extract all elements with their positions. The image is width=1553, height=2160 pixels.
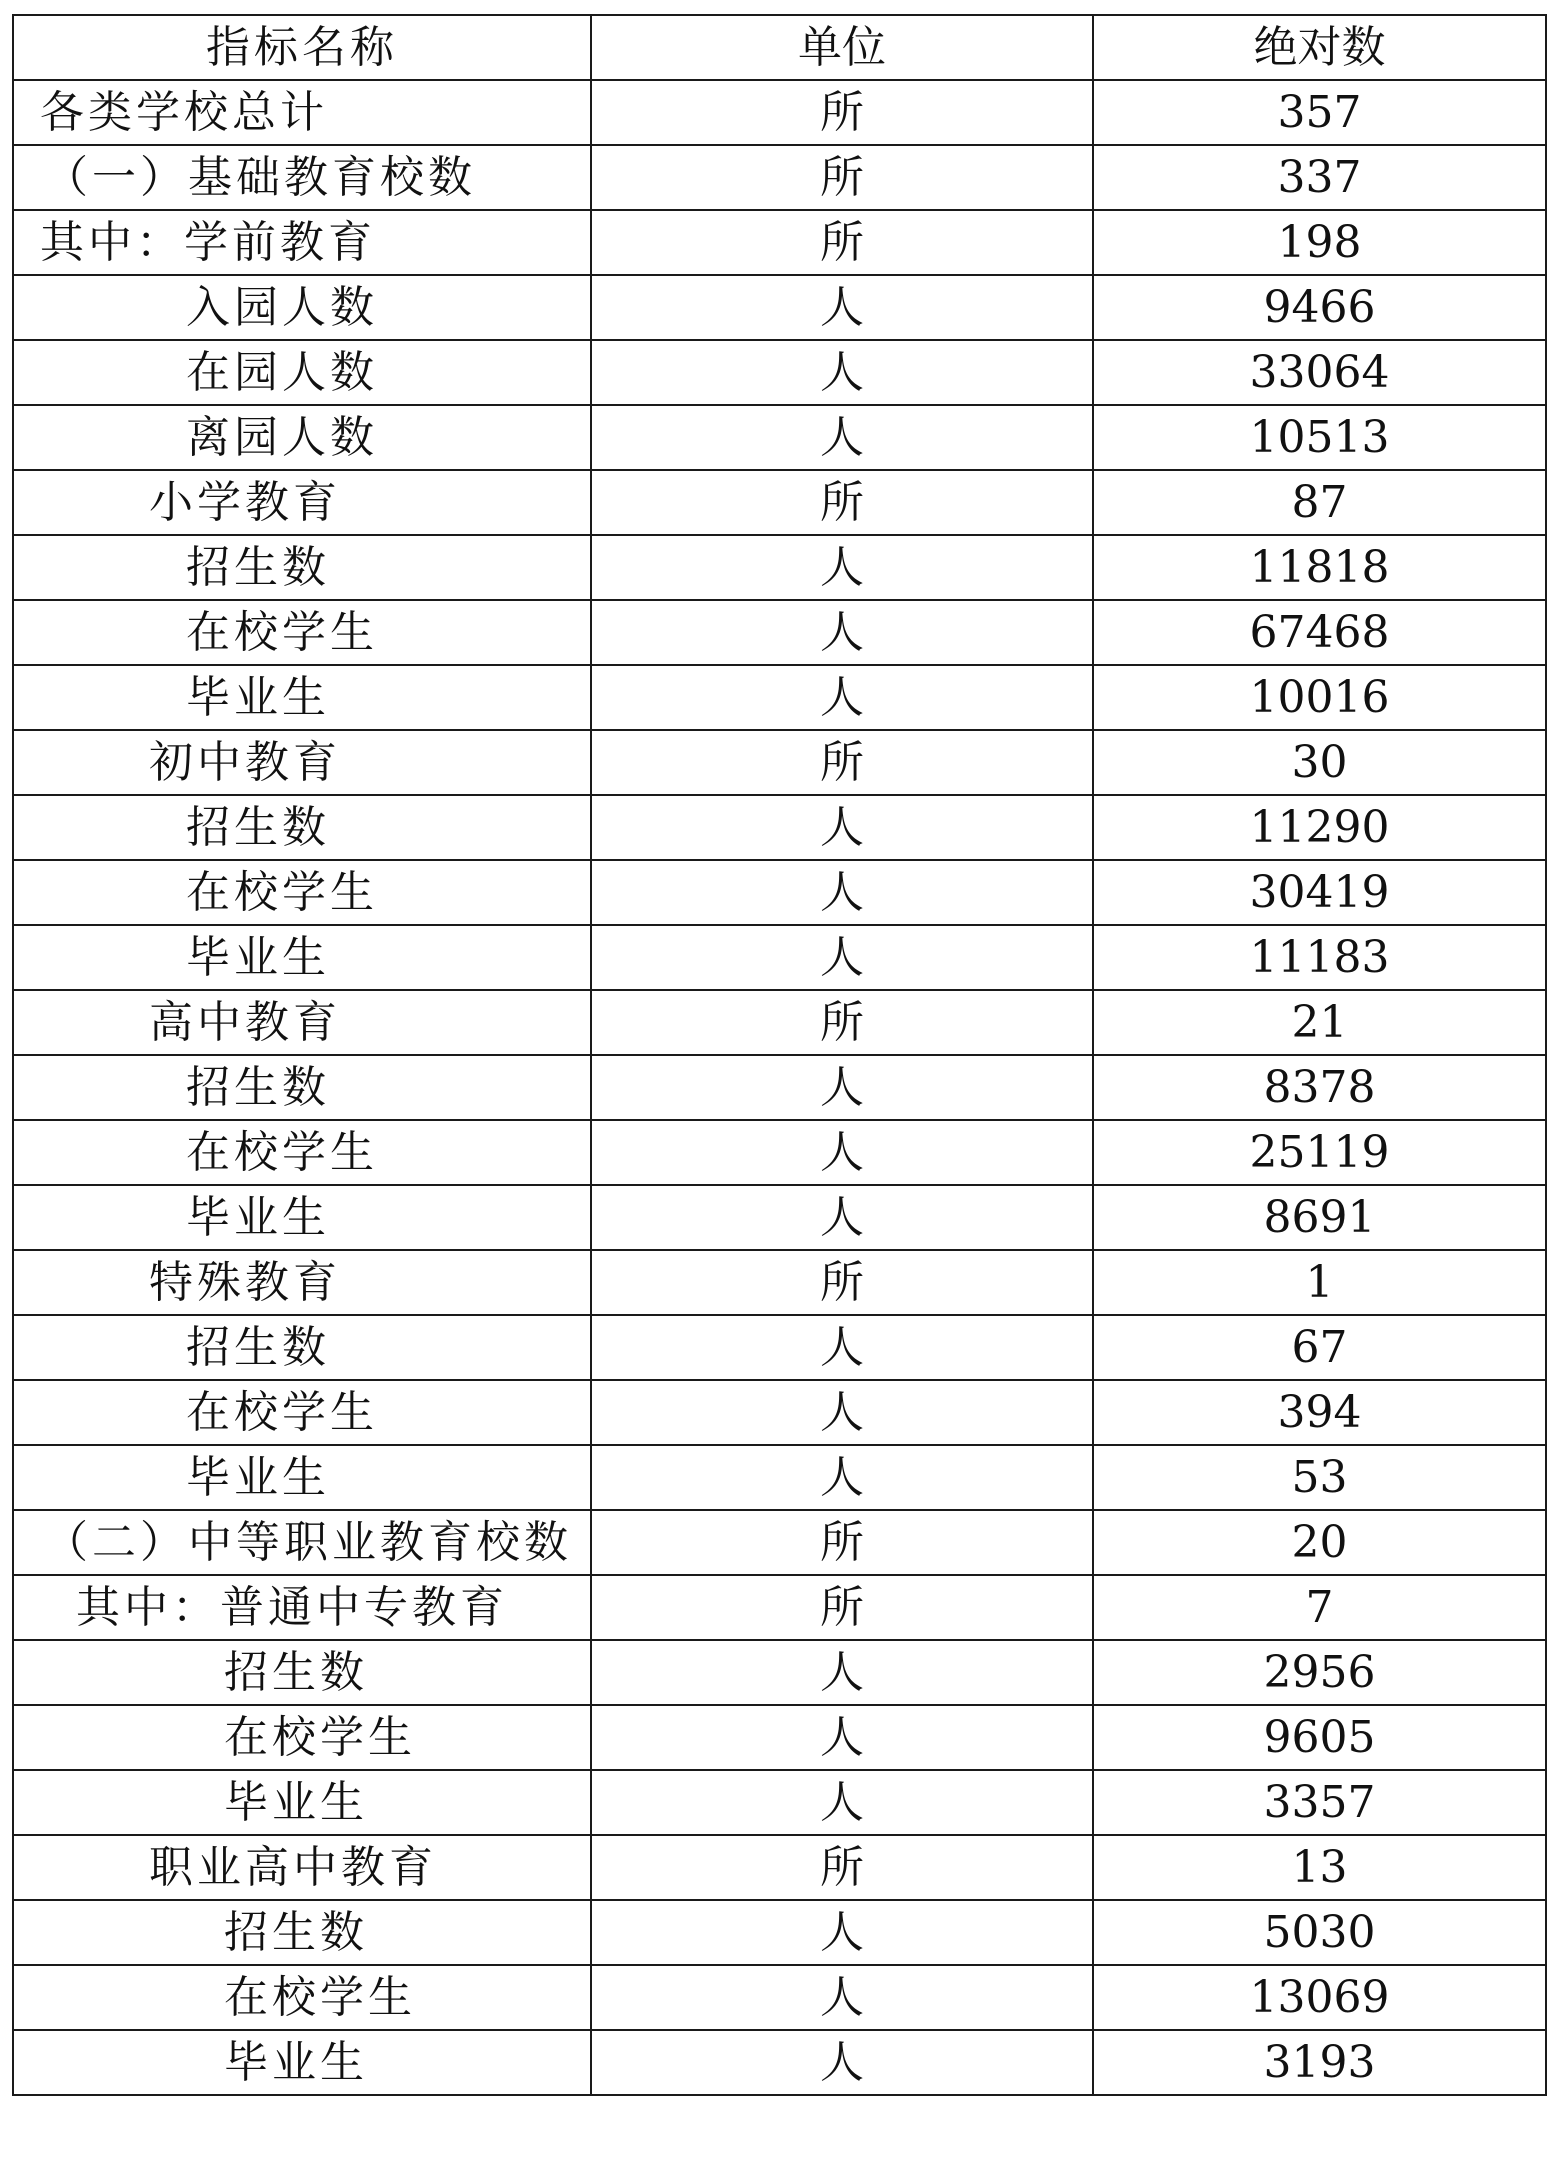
row-indicator-name: （二）中等职业教育校数 [13,1510,591,1575]
row-unit: 人 [591,340,1093,405]
row-unit: 所 [591,990,1093,1055]
table-row [13,1250,1546,1315]
row-unit: 人 [591,2030,1093,2095]
row-absolute-value: 87 [1093,470,1546,535]
row-absolute-value: 21 [1093,990,1546,1055]
row-absolute-value: 67468 [1093,600,1546,665]
row-indicator-name: 招生数 [13,1055,591,1120]
table-row [13,80,1546,145]
row-absolute-value: 8378 [1093,1055,1546,1120]
table-row [13,1315,1546,1380]
table-row [13,600,1546,665]
row-indicator-name: 离园人数 [13,405,591,470]
row-indicator-name: 在校学生 [13,1120,591,1185]
row-absolute-value: 53 [1093,1445,1546,1510]
row-indicator-name: 招生数 [13,535,591,600]
row-unit: 人 [591,860,1093,925]
table-row [13,405,1546,470]
row-absolute-value: 394 [1093,1380,1546,1445]
row-absolute-value: 198 [1093,210,1546,275]
row-indicator-name: 毕业生 [13,665,591,730]
row-indicator-name: 特殊教育 [13,1250,591,1315]
row-indicator-name: 职业高中教育 [13,1835,591,1900]
table-row [13,1445,1546,1510]
row-unit: 所 [591,470,1093,535]
row-unit: 人 [591,275,1093,340]
row-indicator-name: 毕业生 [13,2030,591,2095]
row-unit: 所 [591,1575,1093,1640]
table-row [13,665,1546,730]
table-row [13,340,1546,405]
table-row [13,1770,1546,1835]
row-unit: 人 [591,795,1093,860]
row-indicator-name: （一）基础教育校数 [13,145,591,210]
table-row [13,1965,1546,2030]
row-absolute-value: 67 [1093,1315,1546,1380]
row-indicator-name: 在校学生 [13,600,591,665]
row-unit: 所 [591,730,1093,795]
table-row [13,990,1546,1055]
row-indicator-name: 毕业生 [13,1445,591,1510]
row-unit: 所 [591,1835,1093,1900]
row-absolute-value: 8691 [1093,1185,1546,1250]
table-row [13,1705,1546,1770]
row-absolute-value: 9466 [1093,275,1546,340]
row-indicator-name: 毕业生 [13,1185,591,1250]
table-row [13,1510,1546,1575]
row-indicator-name: 其中：普通中专教育 [13,1575,591,1640]
header-row [13,15,1546,80]
table-header [13,15,1546,80]
table-row [13,535,1546,600]
row-unit: 人 [591,925,1093,990]
row-absolute-value: 11183 [1093,925,1546,990]
row-absolute-value: 3357 [1093,1770,1546,1835]
row-absolute-value: 10016 [1093,665,1546,730]
row-indicator-name: 招生数 [13,1640,591,1705]
table-row [13,1640,1546,1705]
row-absolute-value: 357 [1093,80,1546,145]
row-unit: 人 [591,1900,1093,1965]
row-unit: 人 [591,600,1093,665]
table-row [13,275,1546,340]
row-indicator-name: 在园人数 [13,340,591,405]
table-body [13,80,1546,2095]
row-indicator-name: 初中教育 [13,730,591,795]
row-absolute-value: 3193 [1093,2030,1546,2095]
row-unit: 人 [591,1640,1093,1705]
table-row [13,2030,1546,2095]
row-indicator-name: 小学教育 [13,470,591,535]
education-statistics-table [12,14,1547,2096]
row-indicator-name: 毕业生 [13,1770,591,1835]
table-row [13,795,1546,860]
row-indicator-name: 在校学生 [13,1965,591,2030]
row-absolute-value: 1 [1093,1250,1546,1315]
row-absolute-value: 25119 [1093,1120,1546,1185]
row-absolute-value: 33064 [1093,340,1546,405]
row-unit: 所 [591,1250,1093,1315]
row-absolute-value: 2956 [1093,1640,1546,1705]
table-row [13,860,1546,925]
row-absolute-value: 9605 [1093,1705,1546,1770]
row-indicator-name: 高中教育 [13,990,591,1055]
row-absolute-value: 13069 [1093,1965,1546,2030]
row-unit: 人 [591,1315,1093,1380]
row-unit: 人 [591,1705,1093,1770]
table-row [13,1380,1546,1445]
row-indicator-name: 各类学校总计 [13,80,591,145]
row-unit: 人 [591,1055,1093,1120]
table-row [13,1055,1546,1120]
row-absolute-value: 11290 [1093,795,1546,860]
table-row [13,210,1546,275]
row-unit: 所 [591,210,1093,275]
header-absolute-value: 绝对数 [1093,15,1546,80]
row-unit: 人 [591,535,1093,600]
row-absolute-value: 5030 [1093,1900,1546,1965]
row-absolute-value: 7 [1093,1575,1546,1640]
row-unit: 人 [591,1380,1093,1445]
row-indicator-name: 毕业生 [13,925,591,990]
table-row [13,470,1546,535]
table-row [13,1185,1546,1250]
table-row [13,1900,1546,1965]
row-indicator-name: 入园人数 [13,275,591,340]
row-indicator-name: 在校学生 [13,1380,591,1445]
table-row [13,1835,1546,1900]
row-unit: 人 [591,1445,1093,1510]
row-unit: 人 [591,665,1093,730]
row-absolute-value: 337 [1093,145,1546,210]
row-indicator-name: 在校学生 [13,1705,591,1770]
row-unit: 人 [591,1770,1093,1835]
row-unit: 人 [591,405,1093,470]
header-unit: 单位 [591,15,1093,80]
row-indicator-name: 招生数 [13,1315,591,1380]
row-absolute-value: 11818 [1093,535,1546,600]
row-unit: 人 [591,1120,1093,1185]
row-absolute-value: 30419 [1093,860,1546,925]
row-absolute-value: 10513 [1093,405,1546,470]
row-absolute-value: 20 [1093,1510,1546,1575]
table-row [13,1575,1546,1640]
row-unit: 人 [591,1185,1093,1250]
row-indicator-name: 在校学生 [13,860,591,925]
table-row [13,925,1546,990]
row-absolute-value: 13 [1093,1835,1546,1900]
table-row [13,730,1546,795]
row-indicator-name: 其中：学前教育 [13,210,591,275]
row-unit: 人 [591,1965,1093,2030]
row-indicator-name: 招生数 [13,795,591,860]
table-row [13,1120,1546,1185]
row-indicator-name: 招生数 [13,1900,591,1965]
row-unit: 所 [591,145,1093,210]
header-indicator-name: 指标名称 [13,15,591,80]
row-absolute-value: 30 [1093,730,1546,795]
table-row [13,145,1546,210]
row-unit: 所 [591,80,1093,145]
row-unit: 所 [591,1510,1093,1575]
